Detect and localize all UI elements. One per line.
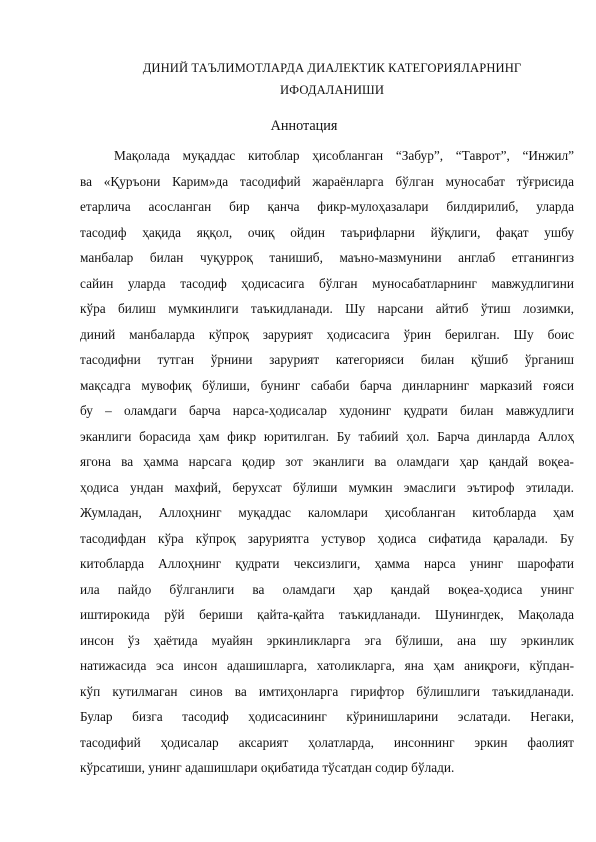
abstract-line: тасодиф ҳақида яққол, очиқ ойдин таърифларни йўқлиги, фақат ушбу bbox=[80, 224, 574, 240]
abstract-line: иштирокида рўй бериши қайта-қайта таъкидланади. Шунингдек, Мақолада bbox=[80, 607, 574, 622]
abstract-line: диний манбаларда кўпроқ зарурият ҳодисасига ўрин берилган. Шу боис bbox=[80, 326, 574, 342]
abstract-line: Булар бизга тасодиф ҳодисасининг кўринишларини эслатади. Негаки, bbox=[80, 709, 574, 724]
abstract-line: бу – оламдаги барча нарса-ҳодисалар худонинг қудрати билан мавжудлиги bbox=[80, 403, 574, 418]
abstract-heading: Аннотация bbox=[270, 118, 338, 134]
abstract-line: эканлиги борасида ҳам фикр юритилган. Бу табиий ҳол. Барча динларда Аллоҳ bbox=[80, 428, 574, 444]
document-title-line-2: ИФОДАЛАНИШИ bbox=[279, 83, 385, 97]
abstract-line: тасодифни тутган ўрнини зарурият категорияси билан қўшиб ўрганиш bbox=[80, 352, 574, 367]
abstract-line: инсон ўз ҳаётида муайян эркинликларга эга бўлиши, ана шу эркинлик bbox=[80, 632, 574, 648]
abstract-line: тасодифий ҳодисалар аксарият ҳолатларда, инсоннинг эркин фаолият bbox=[80, 734, 574, 750]
abstract-line: Мақолада муқаддас китоблар ҳисобланган “Забур”, “Таврот”, “Инжил” bbox=[114, 148, 574, 163]
abstract-line: мақсадга мувофиқ бўлиши, бунинг сабаби барча динларнинг марказий ғояси bbox=[80, 377, 574, 393]
abstract-line: ила пайдо бўлганлиги ва оламдаги ҳар қандай воқеа-ҳодиса унинг bbox=[80, 581, 574, 597]
document-title-line-1: ДИНИЙ ТАЪЛИМОТЛАРДА ДИАЛЕКТИК КАТЕГОРИЯЛАРНИНГ bbox=[142, 61, 522, 75]
abstract-body bbox=[80, 143, 574, 781]
abstract-line: тасодифдан кўра кўпроқ заруриятга устувор ҳодиса сифатида қаралади. Бу bbox=[80, 530, 574, 546]
abstract-line: кўп кутилмаган синов ва имтиҳонларга гирифтор бўлишлиги таъкидланади. bbox=[80, 683, 574, 699]
abstract-line: Жумладан, Аллоҳнинг муқаддас каломлари ҳисобланган китобларда ҳам bbox=[80, 505, 574, 520]
abstract-line: ва «Қуръони Карим»да тасодифий жараёнларга бўлган муносабат тўғрисида bbox=[80, 173, 574, 189]
abstract-line: кўрсатиши, унинг адашишлари оқибатида тўсатдан содир бўлади. bbox=[80, 760, 455, 775]
abstract-line: китобларда Аллоҳнинг қудрати чексизлиги, ҳамма нарса унинг шарофати bbox=[80, 556, 574, 571]
abstract-line: натижасида эса инсон адашишларга, хатоликларга, яна ҳам аниқроғи, кўпдан- bbox=[80, 658, 574, 673]
abstract-line: ҳодиса ундан махфий, берухсат бўлиши мумкин эмаслиги эътироф этилади. bbox=[80, 479, 574, 495]
abstract-line: етарлича асосланган бир қанча фикр-мулоҳазалари билдирилиб, уларда bbox=[80, 199, 574, 214]
abstract-line: сайин уларда тасодиф ҳодисасига бўлган муносабатларнинг мавжудлигини bbox=[80, 275, 574, 291]
abstract-line: ягона ва ҳамма нарсага қодир зот эканлиги ва оламдаги ҳар қандай воқеа- bbox=[80, 454, 574, 469]
abstract-line: кўра билиш мумкинлиги таъкидланади. Шу нарсани айтиб ўтиш лозимки, bbox=[80, 301, 574, 316]
abstract-line: манбалар билан чуқурроқ танишиб, маъно-мазмунини англаб етганингиз bbox=[80, 250, 574, 265]
